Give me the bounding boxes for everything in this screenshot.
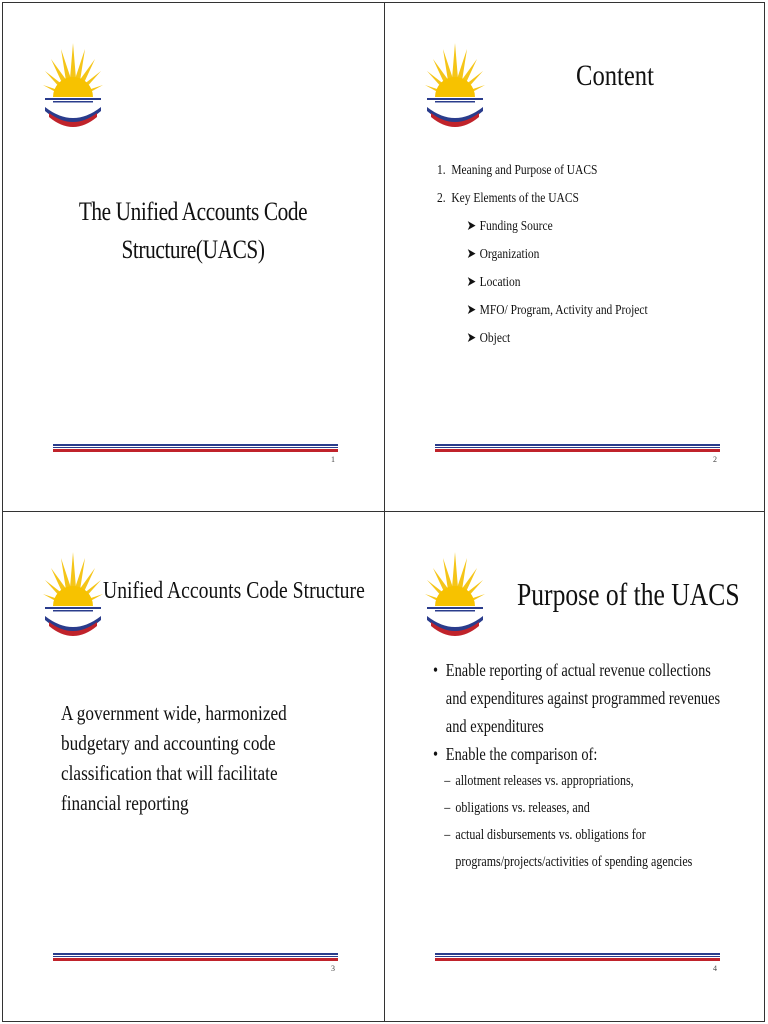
list-subitem: ➤ MFO/ Program, Activity and Project <box>437 297 691 325</box>
page-number: 3 <box>331 964 335 973</box>
list-subitem: ➤ Organization <box>437 241 691 269</box>
sun-logo-icon <box>423 39 487 139</box>
slide-4 <box>385 512 765 1020</box>
page-number: 1 <box>331 455 335 464</box>
sun-logo-icon <box>41 39 105 139</box>
list-subitem: – allotment releases vs. appropriations, <box>444 773 634 789</box>
footer-stripes <box>435 444 720 454</box>
chevron-right-icon: ➤ <box>466 247 477 262</box>
slide-body: A government wide, harmonized budgetary and accounting code classification that will facilitate financial reporting <box>61 701 287 815</box>
chevron-right-icon: ➤ <box>466 219 477 234</box>
list-item: 1. Meaning and Purpose of UACS <box>437 163 598 178</box>
list-subitem: ➤ Object <box>437 325 691 353</box>
footer-stripes <box>53 953 338 963</box>
chevron-right-icon: ➤ <box>466 303 477 318</box>
footer-stripes <box>53 444 338 454</box>
slide-title: Content <box>576 59 654 92</box>
footer-stripes <box>435 953 720 963</box>
bullet-icon: • <box>433 660 439 680</box>
content-list <box>437 157 691 353</box>
slide-3 <box>3 512 383 1020</box>
sun-logo-icon <box>423 548 487 648</box>
page-number: 2 <box>713 455 717 464</box>
list-subitem: – actual disbursements vs. obligations for programs/projects/activities of spending agencies <box>444 827 693 870</box>
slide-title: Unified Accounts Code Structure <box>103 578 365 604</box>
chevron-right-icon: ➤ <box>466 275 477 290</box>
list-item: 2. Key Elements of the UACS <box>437 191 579 206</box>
sun-logo-icon <box>41 548 105 648</box>
bullet-list <box>433 656 721 876</box>
bullet-icon: • <box>433 744 439 764</box>
chevron-right-icon: ➤ <box>466 331 477 346</box>
list-item: • Enable reporting of actual revenue collections and expenditures against programmed revenues and expenditures <box>433 656 721 740</box>
slide-title: The Unified Accounts Code Structure(UACS) <box>78 197 308 264</box>
list-subitem: ➤ Location <box>437 269 691 297</box>
list-subitem: – obligations vs. releases, and <box>444 800 590 816</box>
slide-title: Purpose of the UACS <box>517 576 740 612</box>
slide-2 <box>385 3 765 511</box>
list-subitem: ➤ Funding Source <box>437 213 691 241</box>
list-item: • Enable the comparison of: <box>433 740 721 768</box>
slide-1 <box>3 3 383 511</box>
page-number: 4 <box>713 964 717 973</box>
